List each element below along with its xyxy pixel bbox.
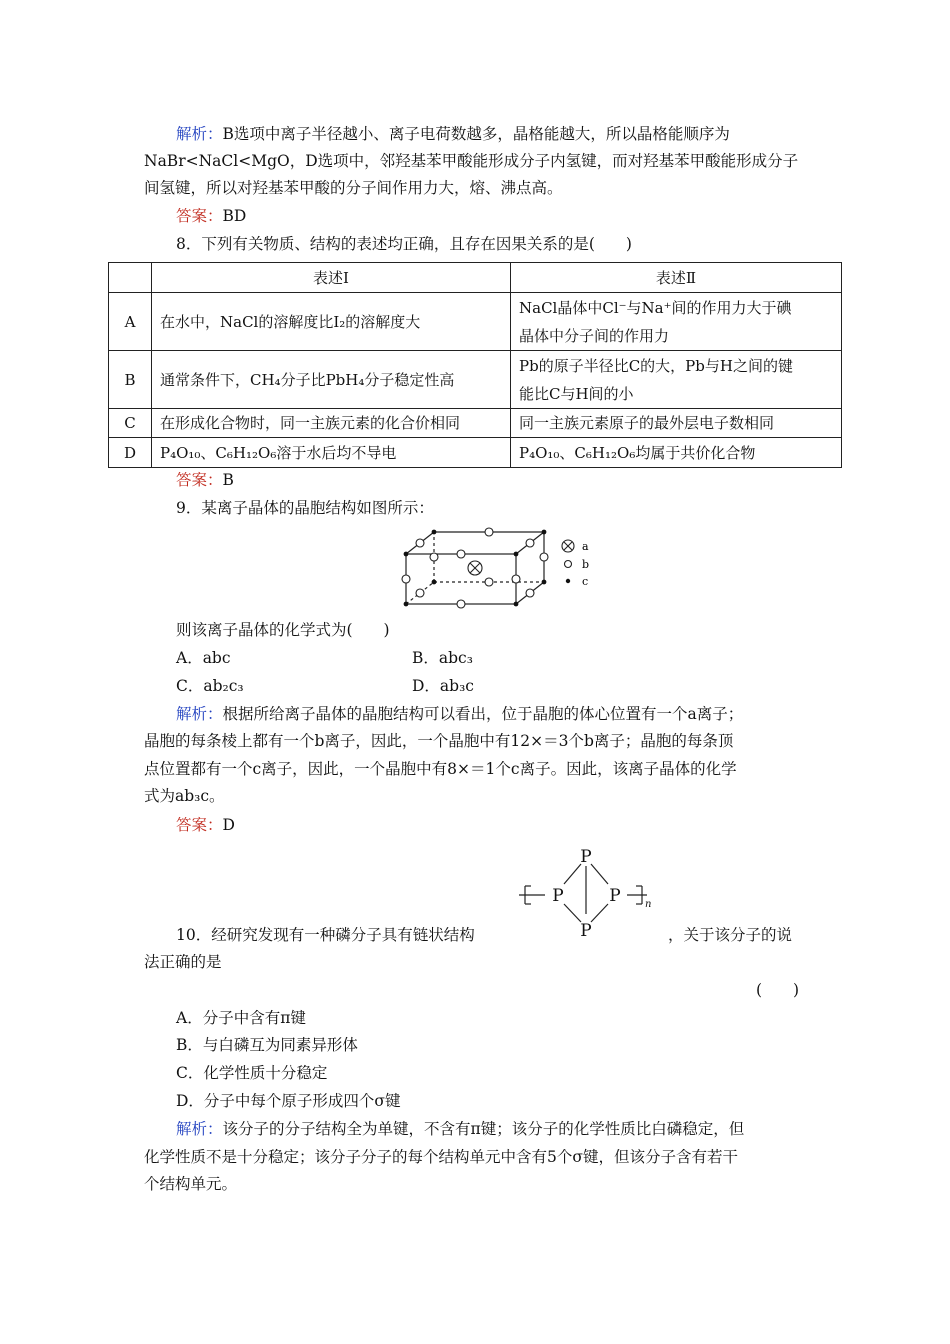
q9-option-d: D．ab₃c [412, 677, 474, 695]
legend-a: a [582, 540, 589, 553]
row-label: C [109, 409, 152, 438]
table-corner [109, 263, 152, 293]
header-statement-2: 表述Ⅱ [511, 263, 842, 293]
p-atom-left: P [552, 886, 564, 906]
p-atom-top: P [580, 847, 592, 867]
q9-analysis-line-4: 式为ab₃c。 [144, 787, 225, 805]
table-row [109, 351, 842, 409]
q9-answer: 答案：D [176, 816, 235, 834]
statement-2: P₄O₁₀、C₆H₁₂O₆均属于共价化合物 [511, 438, 842, 468]
table-row [109, 438, 842, 468]
header-statement-1: 表述Ⅰ [152, 263, 511, 293]
statement-2: NaCl晶体中Cl⁻与Na⁺间的作用力大于碘 晶体中分子间的作用力 [511, 293, 842, 351]
q8-answer: 答案：B [176, 471, 234, 489]
q10-stem-c: 法正确的是 [144, 953, 222, 971]
answer-label: 答案： [176, 207, 223, 225]
q10-stem-a: 10．经研究发现有一种磷分子具有链状结构 [176, 926, 475, 944]
analysis-label: 解析： [176, 1120, 223, 1138]
q10-answer-paren: ( ) [756, 981, 800, 999]
legend-b: b [582, 558, 590, 571]
q9-analysis-line-3: 点位置都有一个c离子，因此，一个晶胞中有8×＝1个c离子。因此，该离子晶体的化学 [144, 760, 737, 778]
q8-table [108, 262, 842, 468]
row-label: D [109, 438, 152, 468]
p-atom-bottom: P [580, 921, 592, 941]
q7-analysis-line-2: NaBr<NaCl<MgO，D选项中，邻羟基苯甲酸能形成分子内氢键，而对羟基苯甲酸能形成分子 [144, 152, 799, 170]
q10-option-d: D．分子中每个原子形成四个σ键 [176, 1092, 401, 1110]
q7-answer: 答案：BD [176, 207, 247, 225]
answer-label: 答案： [176, 471, 223, 489]
q10-stem-b: ，关于该分子的说 [668, 926, 793, 944]
q8-stem: 8．下列有关物质、结构的表述均正确，且存在因果关系的是( ) [176, 235, 632, 253]
table-row [109, 409, 842, 438]
statement-1: 在水中，NaCl的溶解度比I₂的溶解度大 [152, 293, 511, 351]
q9-analysis-line-1: 解析：根据所给离子晶体的晶胞结构可以看出，位于晶胞的体心位置有一个a离子； [176, 705, 744, 723]
q9-option-c: C．ab₂c₃ [176, 677, 244, 695]
q10-option-a: A．分子中含有π键 [176, 1009, 306, 1027]
q10-option-c: C．化学性质十分稳定 [176, 1064, 328, 1082]
answer-label: 答案： [176, 816, 223, 834]
q10-analysis-line-1: 解析：该分子的分子结构全为单键，不含有π键；该分子的化学性质比白磷稳定，但 [176, 1120, 745, 1138]
unit-cell-diagram [396, 526, 606, 610]
row-label: B [109, 351, 152, 409]
analysis-label: 解析： [176, 125, 223, 143]
subscript-n: n [645, 899, 652, 910]
phosphorus-chain-structure [515, 846, 655, 941]
statement-1: 通常条件下，CH₄分子比PbH₄分子稳定性高 [152, 351, 511, 409]
legend-c: c [582, 575, 589, 588]
q10-analysis-line-2: 化学性质不是十分稳定；该分子分子的每个结构单元中含有5个σ键，但该分子含有若干 [144, 1148, 738, 1166]
q9-option-a: A．abc [176, 649, 231, 667]
q10-analysis-line-3: 个结构单元。 [144, 1175, 238, 1193]
table-row [109, 293, 842, 351]
statement-2: Pb的原子半径比C的大，Pb与H之间的键 能比C与H间的小 [511, 351, 842, 409]
q9-option-b: B．abc₃ [412, 649, 473, 667]
p-atom-right: P [609, 886, 621, 906]
q9-analysis-line-2: 晶胞的每条棱上都有一个b离子，因此，一个晶胞中有12×＝3个b离子；晶胞的每条顶 [144, 732, 734, 750]
statement-1: P₄O₁₀、C₆H₁₂O₆溶于水后均不导电 [152, 438, 511, 468]
q9-stem: 9．某离子晶体的晶胞结构如图所示： [176, 499, 434, 517]
analysis-label: 解析： [176, 705, 223, 723]
q9-question: 则该离子晶体的化学式为( ) [176, 621, 390, 639]
a-ion-symbol [468, 561, 482, 575]
q7-analysis-line-1: 解析：B选项中离子半径越小、离子电荷数越多，晶格能越大，所以晶格能顺序为 [176, 125, 730, 143]
row-label: A [109, 293, 152, 351]
statement-1: 在形成化合物时，同一主族元素的化合价相同 [152, 409, 511, 438]
q7-analysis-line-3: 间氢键，所以对羟基苯甲酸的分子间作用力大，熔、沸点高。 [144, 179, 563, 197]
q10-option-b: B．与白磷互为同素异形体 [176, 1036, 358, 1054]
statement-2: 同一主族元素原子的最外层电子数相同 [511, 409, 842, 438]
